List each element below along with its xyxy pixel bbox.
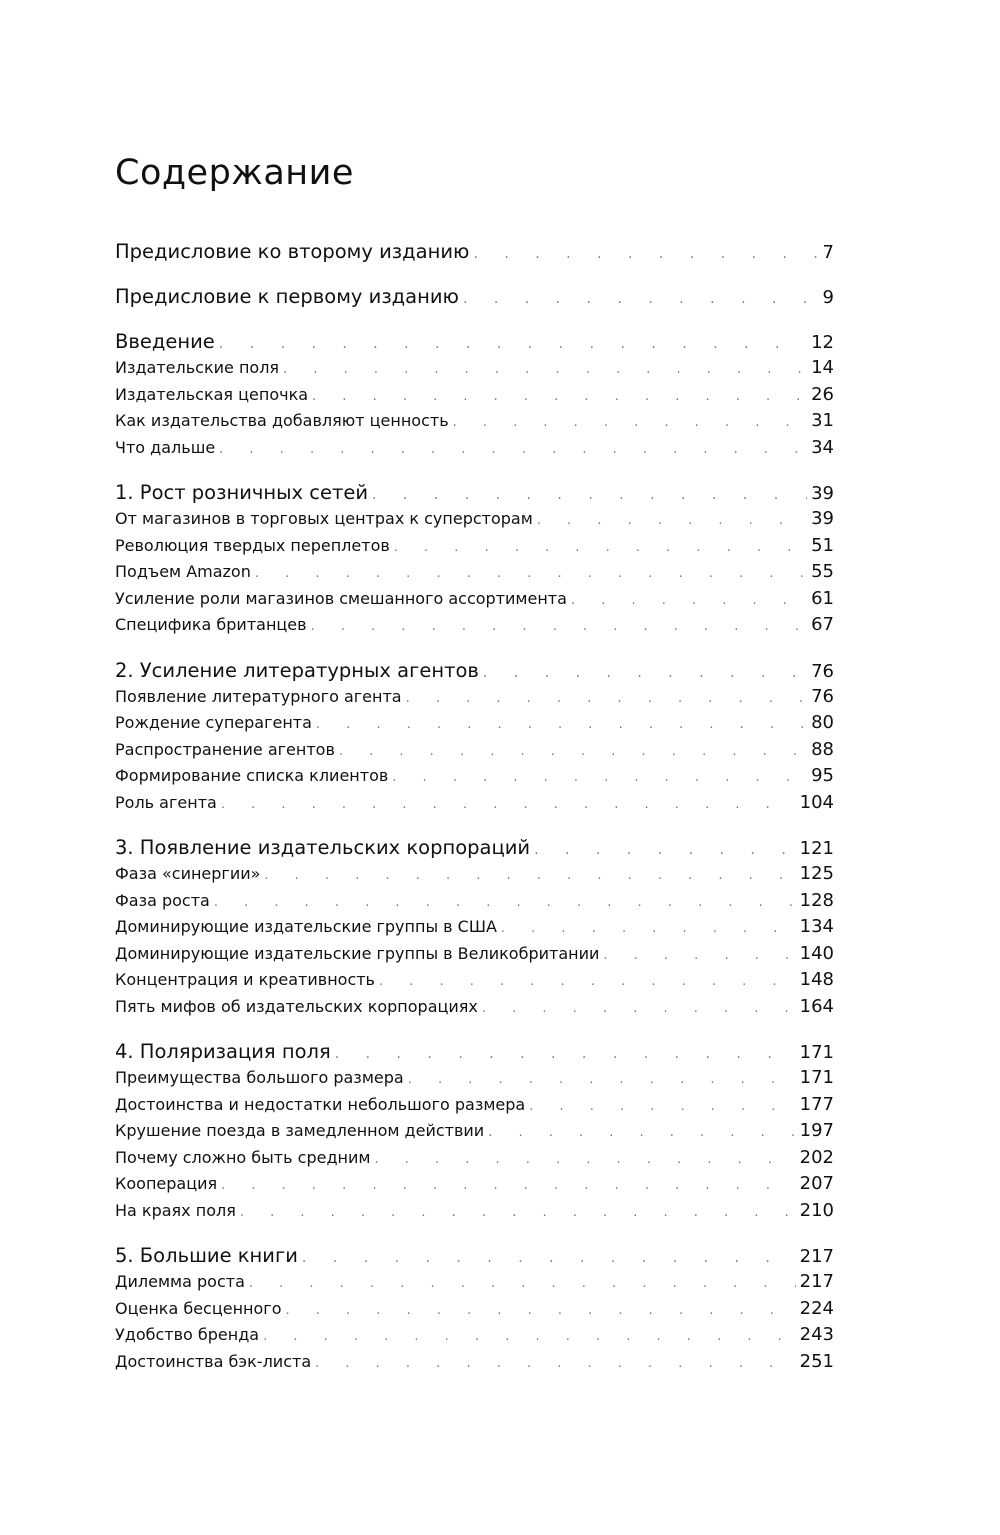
toc-page-number: 217 — [799, 1246, 834, 1267]
dot-leader — [249, 1271, 796, 1298]
dot-leader — [372, 482, 807, 509]
toc-entry-label: Роль агента — [115, 792, 217, 812]
dot-leader — [537, 508, 807, 535]
toc-page-number: 164 — [799, 995, 834, 1017]
dot-leader — [408, 1067, 796, 1094]
toc-page-number: 251 — [799, 1350, 834, 1372]
page-title: Содержание — [115, 153, 354, 193]
dot-leader — [339, 739, 807, 766]
dot-leader — [529, 1094, 795, 1121]
toc-subsection-entry[interactable] — [115, 790, 834, 817]
toc-entry-label: Достоинства бэк-листа — [115, 1351, 312, 1371]
toc-entry-label: Доминирующие издательские группы в Великобритании — [115, 943, 600, 963]
toc-page-number: 26 — [811, 383, 834, 405]
toc-subsection-entry[interactable] — [115, 559, 834, 586]
toc-page-number: 197 — [799, 1120, 834, 1141]
toc-entry-label: Кооперация — [115, 1174, 218, 1193]
toc-chapter-entry[interactable] — [115, 657, 834, 684]
toc-section — [115, 1038, 834, 1224]
toc-page-number: 39 — [811, 508, 834, 529]
toc-entry-label: Пять мифов об издательских корпорациях — [115, 996, 478, 1016]
toc-subsection-entry[interactable] — [115, 1065, 834, 1092]
toc-page-number: 88 — [811, 738, 834, 760]
toc-page-number: 134 — [799, 916, 834, 937]
toc-subsection-entry[interactable] — [115, 737, 834, 764]
toc-section — [115, 283, 834, 310]
toc-entry-label: Появление литературного агента — [115, 686, 402, 706]
toc-entry-label: Крушение поезда в замедленном действии — [115, 1121, 485, 1140]
toc-subsection-entry[interactable] — [115, 1296, 834, 1323]
toc-entry-label: Концентрация и креативность — [115, 970, 375, 989]
toc-page-number: 9 — [822, 287, 834, 308]
toc-page-number: 67 — [811, 614, 834, 635]
toc-chapter-entry[interactable] — [115, 479, 834, 506]
dot-leader — [482, 996, 796, 1023]
dot-leader — [394, 535, 807, 562]
toc-entry-label: 2. Усиление литературных агентов — [115, 658, 479, 682]
toc-entry-label: Фаза «синергии» — [115, 864, 261, 883]
toc-subsection-entry[interactable] — [115, 1322, 834, 1349]
toc-subsection-entry[interactable] — [115, 941, 834, 968]
toc-chapter-entry[interactable] — [115, 238, 834, 265]
toc-entry-label: Революция твердых переплетов — [115, 535, 390, 555]
toc-section — [115, 479, 834, 639]
toc-page-number: 61 — [811, 587, 834, 609]
dot-leader — [219, 437, 807, 464]
toc-entry-label: Как издательства добавляют ценность — [115, 411, 449, 430]
toc-entry-label: От магазинов в торговых центрах к суперсторам — [115, 509, 533, 528]
toc-page-number: 148 — [799, 969, 834, 990]
toc-page-number: 76 — [811, 685, 834, 707]
toc-chapter-entry[interactable] — [115, 1038, 834, 1065]
toc-chapter-entry[interactable] — [115, 328, 834, 355]
dot-leader — [312, 384, 807, 411]
toc-entry-label: Рождение суперагента — [115, 713, 312, 732]
dot-leader — [263, 1324, 796, 1351]
toc-page-number: 7 — [822, 242, 834, 263]
toc-page-number: 95 — [811, 765, 834, 786]
dot-leader — [392, 765, 807, 792]
dot-leader — [255, 561, 807, 588]
dot-leader — [283, 357, 807, 384]
toc-subsection-entry[interactable] — [115, 684, 834, 711]
toc-subsection-entry[interactable] — [115, 1349, 834, 1376]
dot-leader — [379, 969, 796, 996]
toc-section — [115, 1242, 834, 1375]
dot-leader — [406, 686, 807, 713]
toc-subsection-entry[interactable] — [115, 435, 834, 462]
dot-leader — [534, 837, 796, 864]
toc-entry-label: Почему сложно быть средним — [115, 1147, 371, 1167]
toc-subsection-entry[interactable] — [115, 1118, 834, 1145]
toc-page-number: 207 — [799, 1173, 834, 1194]
toc-page-number: 76 — [811, 660, 834, 682]
toc-entry-label: Специфика британцев — [115, 615, 307, 634]
toc-page-number: 55 — [811, 561, 834, 582]
toc-section — [115, 328, 834, 461]
dot-leader — [374, 1147, 795, 1174]
toc-subsection-entry[interactable] — [115, 533, 834, 560]
toc-entry-label: 1. Рост розничных сетей — [115, 481, 369, 504]
toc-entry-label: Достоинства и недостатки небольшого размера — [115, 1094, 526, 1114]
dot-leader — [221, 792, 796, 819]
dot-leader — [488, 1120, 795, 1147]
dot-leader — [483, 660, 807, 687]
toc-entry-label: Оценка бесценного — [115, 1298, 282, 1318]
toc-entry-label: Подъем Amazon — [115, 562, 251, 581]
toc-entry-label: Преимущества большого размера — [115, 1068, 404, 1087]
toc-section — [115, 657, 834, 817]
dot-leader — [316, 712, 807, 739]
toc-entry-label: 4. Поляризация поля — [115, 1040, 331, 1063]
toc-entry-label: Усиление роли магазинов смешанного ассортимента — [115, 588, 567, 608]
toc-entry-label: Удобство бренда — [115, 1325, 260, 1344]
toc-section — [115, 834, 834, 1020]
toc-entry-label: 3. Появление издательских корпораций — [115, 836, 531, 859]
toc-entry-label: Издательские поля — [115, 358, 280, 377]
dot-leader — [315, 1351, 796, 1378]
table-of-contents — [115, 238, 834, 1375]
toc-subsection-entry[interactable] — [115, 408, 834, 435]
dot-leader — [453, 410, 807, 437]
dot-leader — [463, 286, 819, 313]
toc-subsection-entry[interactable] — [115, 861, 834, 888]
dot-leader — [335, 1041, 796, 1068]
toc-subsection-entry[interactable] — [115, 1145, 834, 1172]
toc-subsection-entry[interactable] — [115, 710, 834, 737]
toc-entry-label: На краях поля — [115, 1200, 236, 1220]
toc-page-number: 202 — [799, 1146, 834, 1168]
dot-leader — [603, 943, 795, 970]
dot-leader — [571, 588, 807, 615]
dot-leader — [221, 1173, 796, 1200]
toc-section — [115, 238, 834, 265]
toc-entry-label: Формирование списка клиентов — [115, 766, 389, 785]
toc-subsection-entry[interactable] — [115, 888, 834, 915]
toc-subsection-entry[interactable] — [115, 355, 834, 382]
toc-page-number: 224 — [799, 1297, 834, 1319]
toc-subsection-entry[interactable] — [115, 967, 834, 994]
toc-entry-label: Что дальше — [115, 437, 216, 457]
toc-subsection-entry[interactable] — [115, 1198, 834, 1225]
toc-subsection-entry[interactable] — [115, 914, 834, 941]
toc-page-number: 12 — [811, 332, 834, 353]
dot-leader — [473, 241, 818, 268]
toc-entry-label: 5. Большие книги — [115, 1244, 298, 1267]
dot-leader — [311, 614, 808, 641]
toc-entry-label: Издательская цепочка — [115, 384, 309, 404]
toc-page-number: 104 — [799, 791, 834, 813]
dot-leader — [214, 890, 796, 917]
toc-page-number: 128 — [799, 889, 834, 911]
toc-chapter-entry[interactable] — [115, 834, 834, 861]
toc-page-number: 217 — [799, 1271, 834, 1292]
toc-chapter-entry[interactable] — [115, 1242, 834, 1269]
dot-leader — [219, 331, 807, 358]
toc-page-number: 14 — [811, 357, 834, 378]
toc-page-number: 34 — [811, 436, 834, 458]
toc-entry-label: Доминирующие издательские группы в США — [115, 917, 497, 936]
toc-subsection-entry[interactable] — [115, 506, 834, 533]
toc-entry-label: Введение — [115, 330, 215, 353]
toc-entry-label: Предисловие к первому изданию — [115, 285, 459, 308]
toc-page-number: 51 — [811, 534, 834, 556]
toc-subsection-entry[interactable] — [115, 1269, 834, 1296]
dot-leader — [286, 1298, 796, 1325]
dot-leader — [240, 1200, 796, 1227]
toc-subsection-entry[interactable] — [115, 612, 834, 639]
toc-entry-label: Фаза роста — [115, 890, 210, 910]
dot-leader — [264, 863, 795, 890]
toc-page-number: 121 — [799, 838, 834, 859]
toc-page-number: 125 — [799, 863, 834, 884]
toc-entry-label: Дилемма роста — [115, 1272, 245, 1291]
toc-page-number: 140 — [799, 942, 834, 964]
toc-subsection-entry[interactable] — [115, 586, 834, 613]
toc-subsection-entry[interactable] — [115, 994, 834, 1021]
toc-page-number: 171 — [799, 1067, 834, 1088]
toc-entry-label: Распространение агентов — [115, 739, 335, 759]
toc-page-number: 80 — [811, 712, 834, 733]
toc-page-number: 39 — [811, 483, 834, 504]
toc-page-number: 171 — [799, 1042, 834, 1063]
toc-page-number: 31 — [811, 410, 834, 431]
toc-page-number: 243 — [799, 1324, 834, 1345]
dot-leader — [501, 916, 796, 943]
toc-entry-label: Предисловие ко второму изданию — [115, 240, 470, 263]
toc-subsection-entry[interactable] — [115, 1092, 834, 1119]
toc-subsection-entry[interactable] — [115, 382, 834, 409]
toc-chapter-entry[interactable] — [115, 283, 834, 310]
toc-subsection-entry[interactable] — [115, 763, 834, 790]
toc-subsection-entry[interactable] — [115, 1171, 834, 1198]
toc-page-number: 210 — [799, 1199, 834, 1221]
toc-page-number: 177 — [799, 1093, 834, 1115]
dot-leader — [302, 1245, 796, 1272]
